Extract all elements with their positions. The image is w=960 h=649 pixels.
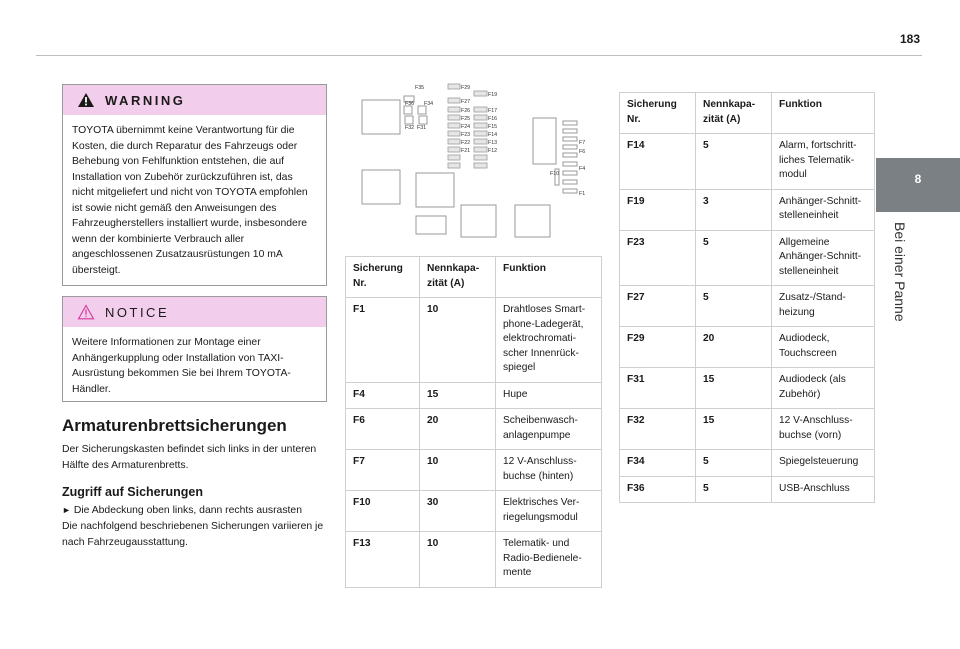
fuse-label: F29 [461, 85, 471, 91]
column-header: Sicherung Nr. [346, 257, 420, 298]
fuse-label: F12 [488, 148, 498, 154]
table-header-row [620, 93, 875, 134]
fuse-number: F34 [620, 450, 696, 477]
table-row [620, 327, 875, 368]
fuse-rating: 5 [696, 286, 772, 327]
fuse-function: Anhänger-Schnitt-stelleneinheit [772, 189, 875, 230]
bullet-marker: ► [62, 505, 71, 515]
fuse-label: F10 [550, 171, 560, 177]
fuse-number: F14 [620, 134, 696, 190]
notice-label: NOTICE [105, 304, 170, 320]
table-row [620, 409, 875, 450]
section-intro: Der Sicherungskasten befindet sich links in der unteren Hälfte des Armaturenbretts. [62, 444, 317, 471]
fuse-label: F25 [461, 116, 471, 122]
fuse-function: Elektrisches Ver-riegelungsmodul [496, 491, 602, 532]
fuse-function: Scheibenwasch-anlagenpumpe [496, 409, 602, 450]
fuse-f36 [404, 106, 412, 114]
fuse-label: F27 [461, 99, 471, 105]
relay-block [461, 205, 496, 237]
fuse-rating: 15 [420, 382, 496, 409]
column-header: Nennkapa-zität (A) [420, 257, 496, 298]
fuse-rating: 10 [420, 298, 496, 383]
fuse-number: F6 [346, 409, 420, 450]
table-row [620, 476, 875, 503]
fuse-label: F13 [488, 140, 498, 146]
fuse-label: F4 [579, 166, 586, 172]
variation-note: Die nachfolgend beschriebenen Sicherungen variieren je nach Fahrzeugausstattung. [62, 521, 324, 548]
warning-box [62, 84, 327, 286]
warning-text: TOYOTA übernimmt keine Verantwortung für die Kosten, die durch Reparatur des Fahrzeugs oder Behebung von Fehlfunktion entstehen, die auf Installation von Zubehör zurückzuführen ist, das nicht mitgeliefert und nicht von TOYOTA empfohlen ist sowie nicht gemäß den Anweisungen des Fahrzeugherstellers installiert wurde, insbesondere wenn der kombinierte Verbrauch aller angeschlossenen Zusatzausrüstungen 10 mA übersteigt. [72, 125, 308, 276]
fuse-function: Zusatz-/Stand-heizung [772, 286, 875, 327]
column-header: Funktion [496, 257, 602, 298]
table-row [346, 409, 602, 450]
fuse-rating: 15 [696, 368, 772, 409]
fuse-number: F29 [620, 327, 696, 368]
table-row [620, 189, 875, 230]
column-header: Sicherung Nr. [620, 93, 696, 134]
fuse-label: F17 [488, 108, 498, 114]
warning-label: WARNING [105, 92, 186, 108]
column-header: Funktion [772, 93, 875, 134]
fuse-table-right [619, 92, 875, 503]
fusebox-diagram [345, 80, 603, 248]
relay-block [515, 205, 550, 237]
table-row [620, 230, 875, 286]
relay-block [362, 100, 400, 134]
fuse-rating: 5 [696, 134, 772, 190]
relay-block [362, 170, 400, 204]
fuse-rating: 5 [696, 450, 772, 477]
table-row [620, 450, 875, 477]
table-row [620, 286, 875, 327]
instruction-step [62, 503, 330, 519]
bullet-text: Die Abdeckung oben links, dann rechts ausrasten [73, 505, 302, 516]
fuse-number: F31 [620, 368, 696, 409]
chapter-title: Bei einer Panne [892, 222, 908, 322]
column-header: Nennkapa-zität (A) [696, 93, 772, 134]
fuse-function: 12 V-Anschluss-buchse (vorn) [772, 409, 875, 450]
table-row [620, 134, 875, 190]
fuse-f31 [419, 116, 427, 124]
table-header-row [346, 257, 602, 298]
fuse-function: Audiodeck, Touchscreen [772, 327, 875, 368]
fuse-rating: 5 [696, 230, 772, 286]
fuse-label: F26 [461, 108, 471, 114]
fuse-label: F34 [424, 101, 434, 107]
warning-header [63, 85, 326, 115]
notice-box [62, 296, 327, 402]
fuse-function: Drahtloses Smart-phone-Ladegerät, elektrochromati-scher Innenrück-spiegel [496, 298, 602, 383]
table-row [346, 298, 602, 383]
notice-header [63, 297, 326, 327]
fuse-label: F22 [461, 140, 471, 146]
fuse-function: Allgemeine Anhänger-Schnitt-stelleneinheit [772, 230, 875, 286]
fuse-label: F16 [488, 116, 498, 122]
fuse-number: F19 [620, 189, 696, 230]
fuse-function: USB-Anschluss [772, 476, 875, 503]
relay-block [416, 173, 454, 207]
fuse-label: F35 [415, 85, 425, 91]
table-row [346, 382, 602, 409]
fuse-function: Spiegelsteuerung [772, 450, 875, 477]
relay-block [416, 216, 446, 234]
table-row [346, 532, 602, 588]
fuse-label: F23 [461, 132, 471, 138]
fuse-number: F36 [620, 476, 696, 503]
fuse-number: F32 [620, 409, 696, 450]
fuse-rating: 3 [696, 189, 772, 230]
relay-block [533, 118, 556, 164]
fuse-label: F24 [461, 124, 471, 130]
fuse-function: Alarm, fortschritt-liches Telematik-modul [772, 134, 875, 190]
fuse-function: Telematik- und Radio-Bedienele-mente [496, 532, 602, 588]
fuse-function: Audiodeck (als Zubehör) [772, 368, 875, 409]
fuse-label: F1 [579, 191, 586, 197]
fuse-number: F10 [346, 491, 420, 532]
fuse-rating: 20 [420, 409, 496, 450]
fuse-number: F27 [620, 286, 696, 327]
fuse-label: F36 [405, 101, 415, 107]
fuse-table-left [345, 256, 602, 588]
fuse-label: F19 [488, 92, 498, 98]
fuse-number: F7 [346, 450, 420, 491]
table-row [346, 491, 602, 532]
fuse-rating: 15 [696, 409, 772, 450]
top-divider [36, 55, 922, 56]
fuse-label: F7 [579, 140, 586, 146]
table-row [346, 450, 602, 491]
fuse-rating: 5 [696, 476, 772, 503]
page-number: 183 [899, 32, 920, 46]
fuse-label: F21 [461, 148, 471, 154]
chapter-number: 8 [914, 172, 922, 186]
fuse-number: F23 [620, 230, 696, 286]
caution-icon [77, 304, 95, 320]
fuse-number: F1 [346, 298, 420, 383]
fuse-rating: 10 [420, 450, 496, 491]
table-row [620, 368, 875, 409]
fuse-label: F15 [488, 124, 498, 130]
fuse-number: F4 [346, 382, 420, 409]
subsection-title: Zugriff auf Sicherungen [62, 485, 203, 499]
warning-icon [77, 92, 95, 108]
fuse-label: F14 [488, 132, 498, 138]
notice-text: Weitere Informationen zur Montage einer Anhängerkupplung oder Installation von TAXI-Ausrüstung bekommen Sie bei Ihrem TOYOTA-Händler. [72, 337, 291, 395]
fuse-f34 [418, 106, 426, 114]
fuse-function: 12 V-Anschluss-buchse (hinten) [496, 450, 602, 491]
fuse-rating: 20 [696, 327, 772, 368]
fuse-rating: 10 [420, 532, 496, 588]
fuse-label: F31 [417, 125, 427, 131]
section-title: Armaturenbrettsicherungen [62, 416, 287, 435]
fuse-f32 [405, 116, 413, 124]
fuse-number: F13 [346, 532, 420, 588]
fuse-label: F6 [579, 149, 586, 155]
fuse-label: F32 [405, 125, 415, 131]
fuse-function: Hupe [496, 382, 602, 409]
fuse-rating: 30 [420, 491, 496, 532]
